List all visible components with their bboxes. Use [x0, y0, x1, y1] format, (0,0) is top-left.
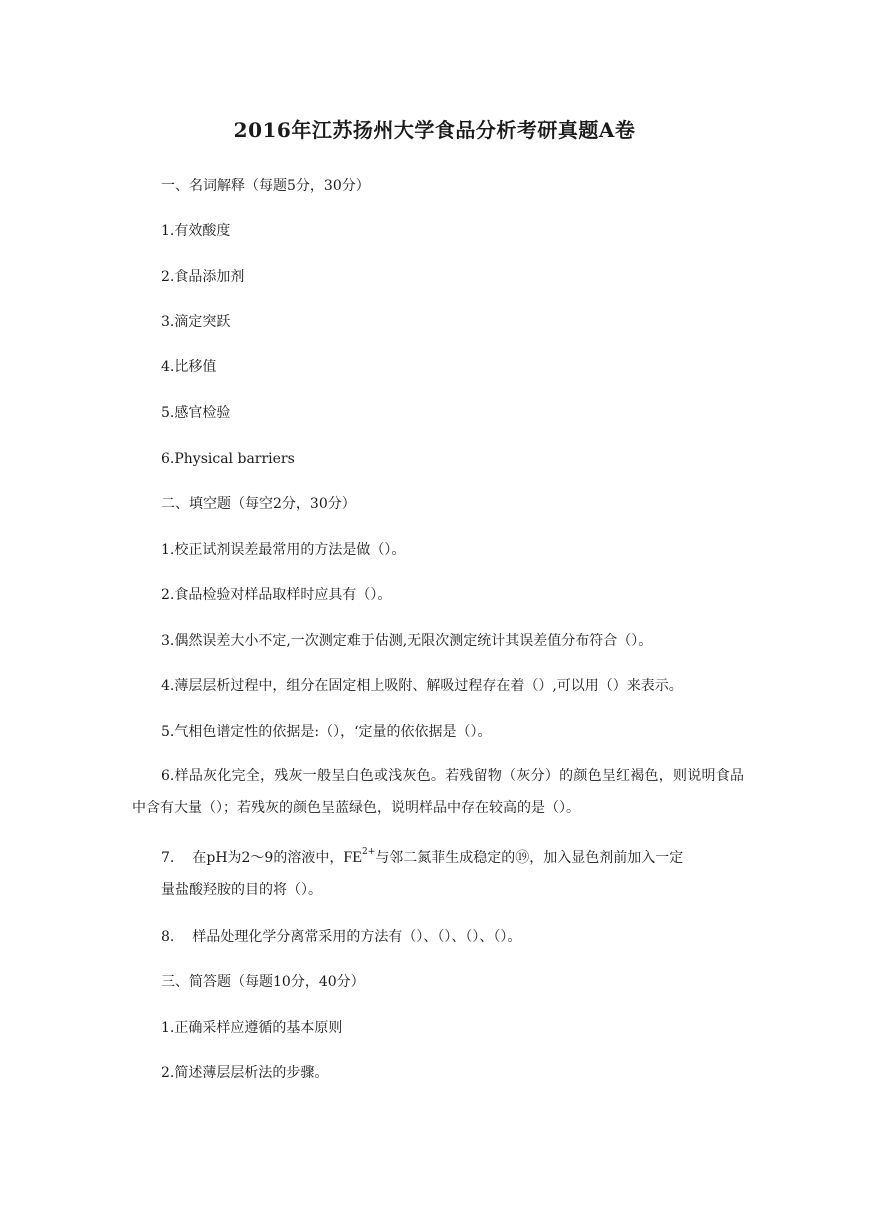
list-item: 6.Physical barriers — [161, 451, 295, 467]
list-item: 2.简述薄层层析法的步骤。 — [161, 1065, 329, 1081]
charge-superscript: 2+ — [362, 847, 376, 857]
list-item: 2.食品添加剂 — [161, 269, 245, 285]
list-item: 1.校正试剂误差最常用的方法是做（）。 — [161, 542, 406, 558]
list-item-paragraph: 6.样品灰化完全，残灰一般呈白色或浅灰色。若残留物（灰分）的颜色呈红褐色，则说明食品中含有大量（）；若残灰的颜色呈蓝绿色，说明样品中存在较高的是（）。 — [132, 768, 744, 816]
list-item: 4.比移值 — [161, 359, 217, 375]
section-heading-2: 二、填空题（每空2分，30分） — [161, 496, 356, 512]
list-item: 5.感官检验 — [161, 405, 231, 421]
item-8 — [161, 927, 521, 947]
item-7-line-2: 量盐酸羟胺的目的将（）。 — [161, 882, 322, 898]
item-text: 在pH为2～9的溶液中， — [192, 850, 344, 866]
item-text: 样品处理化学分离常采用的方法有（）、（）、（）、（）。 — [192, 929, 522, 945]
list-item: 1.有效酸度 — [161, 223, 231, 239]
page-title: 2016年江苏扬州大学食品分析考研真题A卷 — [233, 118, 636, 142]
item-number: 8. — [161, 929, 175, 945]
list-item: 3.滴定突跃 — [161, 314, 231, 330]
chemical-formula: FE — [343, 849, 363, 866]
item-7-line-1 — [161, 848, 683, 868]
list-item: 4.薄层层析过程中，组分在固定相上吸附、解吸过程存在着（）,可以用（）来表示。 — [161, 678, 683, 694]
item-number: 7. — [161, 850, 175, 866]
list-item: 5.气相色谱定性的依据是:（），‘定量的依依据是（）。 — [161, 724, 492, 740]
list-item: 1.正确采样应遵循的基本原则 — [161, 1020, 343, 1036]
section-heading-1: 一、名词解释（每题5分，30分） — [161, 178, 370, 194]
section-heading-3: 三、简答题（每题10分，40分） — [161, 974, 365, 990]
list-item: 2.食品检验对样品取样时应具有（）。 — [161, 587, 392, 603]
list-item: 3.偶然误差大小不定,一次测定难于估测,无限次测定统计其误差值分布符合（）。 — [161, 633, 653, 649]
item-text: 与邻二氮菲生成稳定的⑲，加入显色剂前加入一定 — [375, 850, 684, 866]
